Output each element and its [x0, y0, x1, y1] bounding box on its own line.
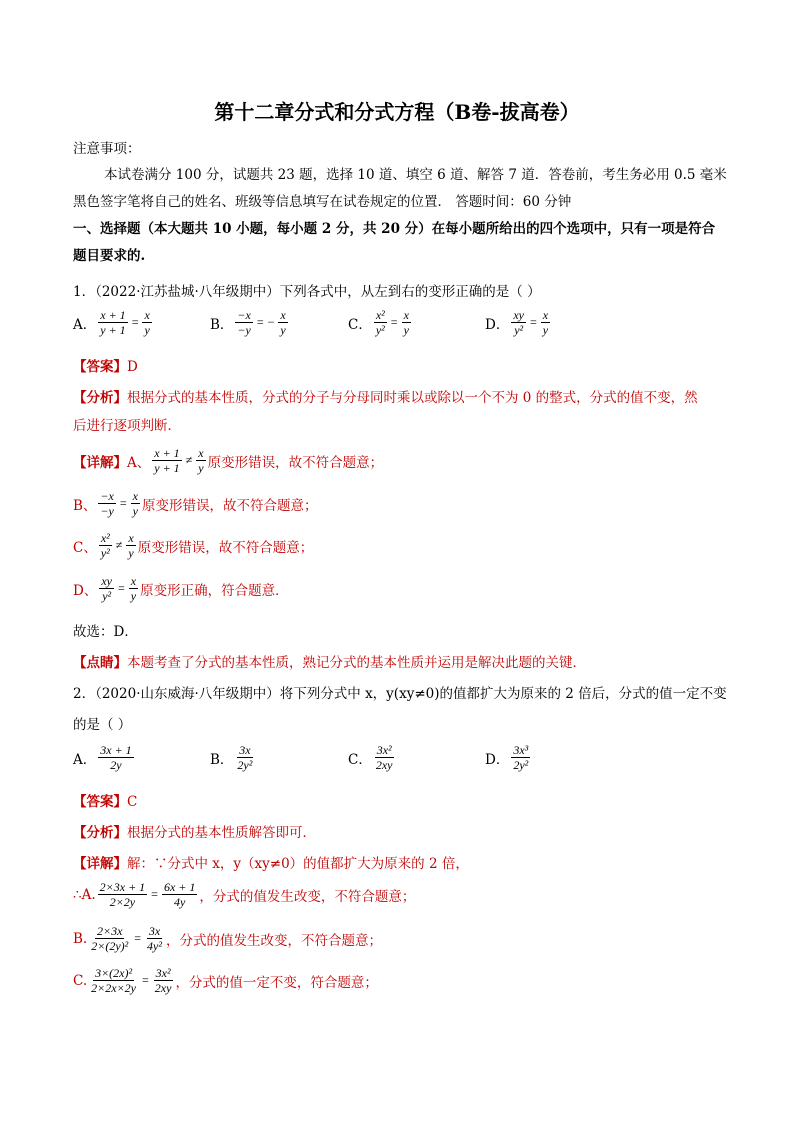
numerator: xy [513, 308, 524, 322]
q1-answer [73, 355, 138, 375]
option-label: B． [210, 316, 234, 333]
numerator: 3x² [376, 743, 392, 757]
numerator: 3x³ [513, 743, 529, 757]
q1-detail-b [73, 489, 317, 518]
fraction [374, 743, 395, 772]
fraction [142, 308, 151, 337]
q2-option-a [73, 743, 136, 772]
page-title: 第十二章分式和分式方程（B卷-拔高卷） [214, 100, 580, 124]
numerator: x [542, 308, 549, 322]
notice-label: 注意事项： [73, 141, 141, 157]
numerator: x [144, 308, 150, 322]
denominator: 2xy [154, 981, 172, 995]
notice-line-2: 黑色签字笔将自己的姓名、班级等信息填写在试卷规定的位置． 答题时间：60 分钟 [73, 194, 572, 210]
q1-stem: 1．（2022·江苏盐城·八年级期中）下列各式中，从左到右的变形正确的是（ ） [73, 284, 541, 300]
section-heading: 一、选择题（本大题共 10 小题，每小题 2 分，共 20 分）在每小题所给出的四个选项中，只有一项是符合 [73, 221, 716, 237]
denominator: 2×(2y)² [91, 939, 129, 953]
operator: = [119, 496, 127, 510]
q2-option-c [348, 743, 397, 772]
fraction [162, 880, 197, 909]
fraction [235, 308, 252, 337]
operator: = [256, 315, 264, 329]
section-heading-cont: 题目要求的. [73, 248, 146, 264]
q1-option-b [210, 308, 290, 337]
denominator: y [198, 461, 204, 475]
fraction [99, 574, 114, 603]
denominator: 2×2x×2y [91, 981, 136, 995]
q2-analysis [73, 821, 316, 841]
numerator: 3×(2x)² [95, 966, 133, 980]
step-text: ，分式的值发生改变，不符合题意； [199, 888, 416, 905]
fraction [402, 308, 411, 337]
operator: = [131, 315, 139, 329]
q1-detail-d [73, 574, 289, 603]
equals-sign: = [134, 931, 142, 945]
fraction [196, 446, 205, 475]
numerator: 3x [148, 924, 161, 938]
q1-option-a [73, 308, 154, 337]
step-text: ，分式的值一定不变，符合题意； [175, 974, 378, 991]
denominator: y [144, 323, 150, 337]
q2-step-b [73, 924, 382, 953]
fraction [98, 743, 133, 772]
denominator: y² [100, 546, 110, 560]
analysis-tag: 【分析】 [73, 390, 127, 406]
operator: ≠ [115, 538, 123, 552]
denominator: y [280, 323, 286, 337]
detail-label: C、 [73, 539, 97, 556]
fraction [278, 308, 287, 337]
denominator: y² [102, 589, 112, 603]
numerator: x + 1 [100, 308, 126, 322]
denominator: y [542, 323, 549, 337]
numerator: x [128, 531, 134, 545]
fraction [153, 966, 174, 995]
fraction [126, 531, 135, 560]
numerator: −x [237, 308, 251, 322]
detail-text: 解：∵分式中 x，y（xy≠0）的值都扩大为原来的 2 倍， [127, 856, 469, 872]
numerator: 3x [239, 743, 251, 757]
analysis-text: 根据分式的基本性质，分式的分子与分母同时乘以或除以一个不为 0 的整式，分式的值不变，然 [127, 390, 698, 406]
numerator: 3x² [155, 966, 171, 980]
analysis-tag: 【分析】 [73, 825, 127, 841]
q1-option-c [348, 308, 413, 337]
q1-analysis-cont: 后进行逐项判断． [73, 418, 181, 434]
option-label: A． [73, 316, 97, 333]
detail-text: 原变形正确，符合题意． [140, 582, 289, 599]
q2-stem: 2．（2020·山东威海·八年级期中）将下列分式中 x，y(xy≠0)的值都扩大为原来的 2 倍后，分式的值一定不变 [73, 686, 727, 702]
comment-text: 本题考查了分式的基本性质，熟记分式的基本性质并运用是解决此题的关键． [127, 655, 586, 671]
answer-value: C [127, 794, 138, 810]
numerator: 2×3x [97, 924, 123, 938]
option-label: A． [73, 751, 97, 768]
numerator: x [132, 489, 138, 503]
fraction [511, 743, 530, 772]
equals-sign: = [151, 887, 158, 901]
denominator: y [130, 589, 137, 603]
denominator: 2y [110, 758, 122, 772]
answer-value: D [127, 359, 138, 375]
q1-detail-a [73, 446, 383, 475]
denominator: y [403, 323, 409, 337]
q1-detail-c [73, 531, 313, 560]
fraction [99, 531, 112, 560]
numerator: 2×3x + 1 [99, 880, 146, 894]
denominator: y² [375, 323, 385, 337]
option-label: C． [348, 751, 372, 768]
option-label: C． [348, 316, 372, 333]
q2-step-c [73, 966, 378, 995]
fraction [98, 489, 115, 518]
answer-tag: 【答案】 [73, 359, 127, 375]
operator: ≠ [185, 453, 193, 467]
detail-label: D、 [73, 582, 98, 599]
q2-step-a [73, 880, 415, 909]
denominator: y + 1 [154, 461, 180, 475]
q1-choice: 故选：D． [73, 624, 138, 640]
fraction [374, 308, 387, 337]
denominator: y² [514, 323, 524, 337]
detail-text: 原变形错误，故不符合题意； [141, 497, 318, 514]
numerator: x [130, 574, 137, 588]
q1-option-d [485, 308, 552, 337]
numerator: 3x + 1 [100, 743, 132, 757]
numerator: xy [101, 574, 112, 588]
denominator: 2y² [513, 758, 529, 772]
denominator: −y [100, 504, 114, 518]
equals-sign: = [142, 973, 149, 987]
analysis-text: 根据分式的基本性质解答即可． [127, 825, 316, 841]
operator: = [529, 315, 537, 329]
option-label: D． [485, 316, 510, 333]
fraction [98, 308, 127, 337]
numerator: x [403, 308, 409, 322]
fraction [98, 880, 148, 909]
operator: = [117, 581, 125, 595]
step-label: C. [73, 972, 88, 989]
q1-comment [73, 651, 586, 671]
denominator: 4y [174, 895, 186, 909]
q1-analysis [73, 386, 698, 406]
operator: = [390, 315, 398, 329]
q2-option-b [210, 743, 256, 772]
fraction [131, 489, 140, 518]
detail-text: 原变形错误，故不符合题意； [207, 454, 384, 471]
denominator: −y [237, 323, 251, 337]
numerator: x² [375, 308, 385, 322]
comment-tag: 【点睛】 [73, 655, 127, 671]
fraction [541, 308, 550, 337]
detail-text: 原变形错误，故不符合题意； [137, 539, 314, 556]
answer-tag: 【答案】 [73, 794, 127, 810]
option-label: D． [485, 751, 510, 768]
denominator: y [132, 504, 138, 518]
numerator: x² [100, 531, 110, 545]
fraction [89, 966, 138, 995]
detail-tag: 【详解】 [73, 856, 127, 872]
q2-stem-cont: 的是（ ） [73, 717, 132, 733]
numerator: x [280, 308, 286, 322]
q2-detail [73, 852, 469, 872]
q2-answer [73, 790, 137, 810]
sign: − [267, 315, 275, 329]
numerator: −x [100, 489, 114, 503]
step-label: ∴A. [73, 886, 96, 903]
detail-tag: 【详解】 [73, 454, 127, 471]
denominator: y [128, 546, 134, 560]
notice-line-1: 本试卷满分 100 分，试题共 23 题，选择 10 道、填空 6 道、解答 7 道．答卷前，考生务必用 0.5 毫米 [104, 167, 727, 183]
q2-option-d [485, 743, 532, 772]
denominator: 2xy [375, 758, 393, 772]
fraction [89, 924, 130, 953]
fraction [145, 924, 164, 953]
numerator: 6x + 1 [163, 880, 196, 894]
detail-label: B、 [73, 497, 97, 514]
step-text: ，分式的值发生改变，不符合题意； [165, 932, 382, 949]
denominator: 2y² [237, 758, 253, 772]
fraction [235, 743, 254, 772]
numerator: x [198, 446, 204, 460]
fraction [129, 574, 138, 603]
detail-label: A、 [127, 454, 151, 471]
fraction [511, 308, 526, 337]
denominator: y + 1 [100, 323, 126, 337]
denominator: 2×2y [109, 895, 136, 909]
numerator: x + 1 [154, 446, 180, 460]
fraction [152, 446, 181, 475]
option-label: B． [210, 751, 234, 768]
step-label: B. [73, 930, 88, 947]
denominator: 4y² [147, 939, 162, 953]
